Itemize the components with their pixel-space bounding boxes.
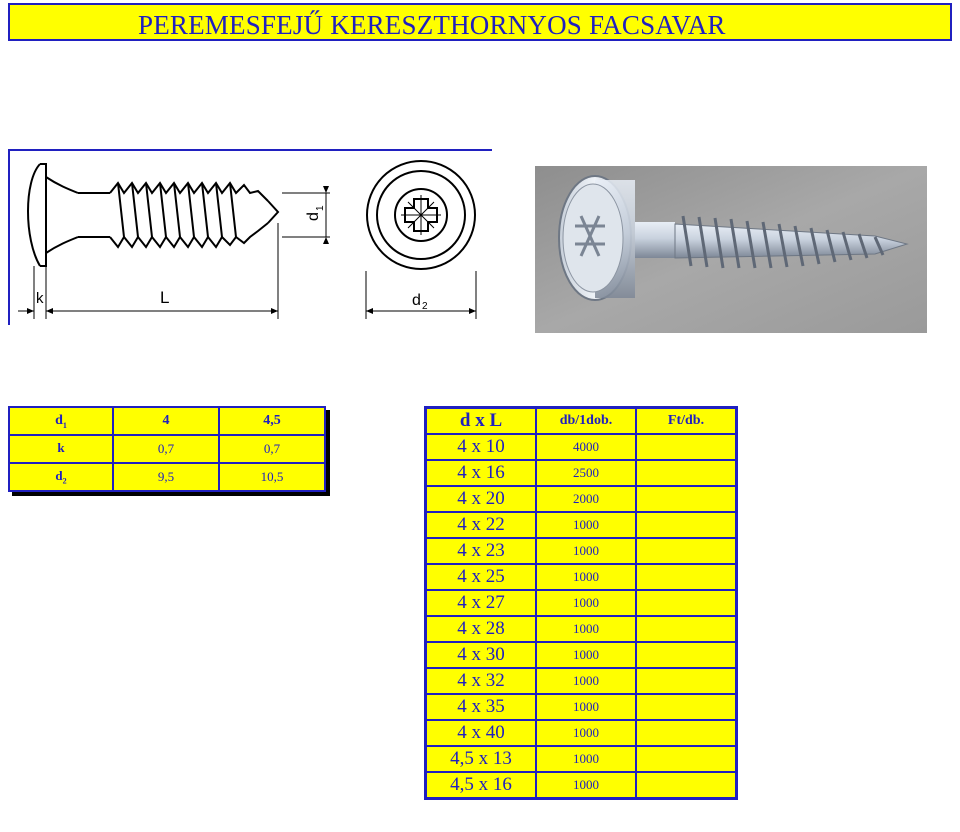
drawing-label-d2: d <box>412 292 421 309</box>
product-price <box>636 460 737 486</box>
product-header-row <box>426 408 737 435</box>
product-price <box>636 564 737 590</box>
dimension-table <box>8 406 326 492</box>
product-quantity: 1000 <box>536 642 636 668</box>
drawing-label-l: L <box>160 288 170 307</box>
product-size: 4 x 20 <box>426 486 537 512</box>
product-quantity: 4000 <box>536 434 636 460</box>
product-row <box>426 434 737 460</box>
product-quantity: 1000 <box>536 538 636 564</box>
product-price <box>636 668 737 694</box>
product-quantity: 1000 <box>536 512 636 538</box>
product-photo <box>535 166 927 333</box>
product-price <box>636 512 737 538</box>
dimension-row <box>9 463 325 491</box>
product-price <box>636 720 737 746</box>
product-row <box>426 772 737 799</box>
dimension-row-col2: 0,7 <box>219 435 325 463</box>
dimension-row-col2: 10,5 <box>219 463 325 491</box>
product-size: 4 x 32 <box>426 668 537 694</box>
product-row <box>426 616 737 642</box>
drawing-label-d2-sub: 2 <box>422 301 428 312</box>
product-price <box>636 642 737 668</box>
product-price <box>636 694 737 720</box>
header-price: Ft/db. <box>636 408 737 435</box>
product-quantity: 2000 <box>536 486 636 512</box>
dimension-row-col1: 9,5 <box>113 463 219 491</box>
drawing-label-k: k <box>36 290 44 307</box>
dimension-header-col1: 4 <box>113 407 219 435</box>
product-row <box>426 668 737 694</box>
page-title: PEREMESFEJŰ KERESZTHORNYOS FACSAVAR <box>138 10 726 40</box>
title-banner <box>8 3 952 41</box>
screw-drawing-svg <box>10 151 494 327</box>
product-quantity: 1000 <box>536 694 636 720</box>
product-size: 4,5 x 13 <box>426 746 537 772</box>
product-quantity: 1000 <box>536 746 636 772</box>
product-row <box>426 590 737 616</box>
product-row <box>426 460 737 486</box>
product-quantity: 2500 <box>536 460 636 486</box>
product-price <box>636 616 737 642</box>
dimension-header-label: $d_1$ <box>9 407 113 435</box>
product-size: 4 x 16 <box>426 460 537 486</box>
product-size: 4 x 10 <box>426 434 537 460</box>
product-price <box>636 434 737 460</box>
product-size: 4 x 22 <box>426 512 537 538</box>
product-row <box>426 486 737 512</box>
product-row <box>426 720 737 746</box>
dimension-row-col1: 0,7 <box>113 435 219 463</box>
product-row <box>426 564 737 590</box>
product-price <box>636 538 737 564</box>
product-price <box>636 746 737 772</box>
product-size: 4,5 x 16 <box>426 772 537 799</box>
product-size: 4 x 28 <box>426 616 537 642</box>
product-size: 4 x 27 <box>426 590 537 616</box>
product-quantity: 1000 <box>536 616 636 642</box>
product-row <box>426 694 737 720</box>
drawing-label-d1: d <box>305 212 322 221</box>
product-quantity: 1000 <box>536 564 636 590</box>
product-row <box>426 642 737 668</box>
product-price <box>636 772 737 799</box>
product-quantity: 1000 <box>536 720 636 746</box>
dimension-row <box>9 435 325 463</box>
product-quantity: 1000 <box>536 590 636 616</box>
product-size: 4 x 40 <box>426 720 537 746</box>
product-price <box>636 590 737 616</box>
product-size: 4 x 25 <box>426 564 537 590</box>
product-row <box>426 746 737 772</box>
product-quantity: 1000 <box>536 668 636 694</box>
technical-drawing <box>8 149 492 325</box>
product-price <box>636 486 737 512</box>
product-size: 4 x 35 <box>426 694 537 720</box>
drawing-label-d1-sub: 1 <box>315 205 326 211</box>
product-size: 4 x 23 <box>426 538 537 564</box>
dimension-row-label: $d_2$ <box>9 463 113 491</box>
dimension-row-label: k <box>9 435 113 463</box>
dimension-header-col2: 4,5 <box>219 407 325 435</box>
dimension-header-row <box>9 407 325 435</box>
product-quantity: 1000 <box>536 772 636 799</box>
product-row <box>426 512 737 538</box>
header-quantity: db/1dob. <box>536 408 636 435</box>
product-size: 4 x 30 <box>426 642 537 668</box>
header-size: d x L <box>426 408 537 435</box>
product-row <box>426 538 737 564</box>
product-table <box>424 406 738 800</box>
